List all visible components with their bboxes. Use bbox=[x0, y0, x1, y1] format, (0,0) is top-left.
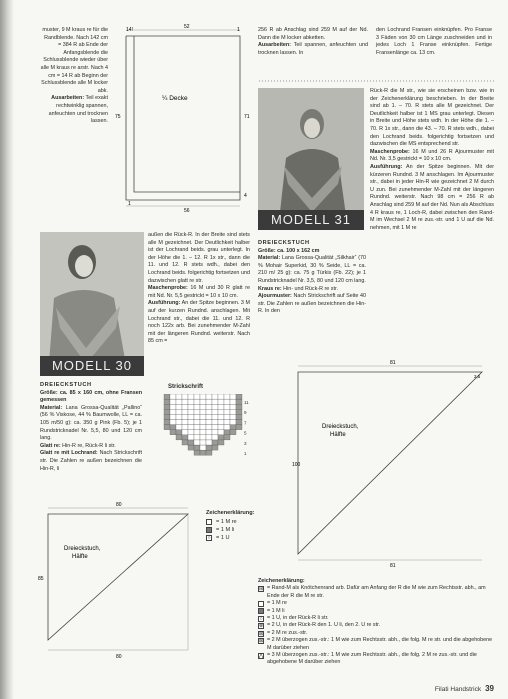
chart-cell bbox=[236, 420, 242, 425]
chart-cell bbox=[212, 445, 218, 450]
chart-cell bbox=[218, 430, 224, 435]
d31-label-1: Dreieckstuch, bbox=[322, 424, 359, 430]
chart-cell bbox=[206, 445, 212, 450]
chart-cell bbox=[164, 414, 170, 419]
chart-cell bbox=[224, 425, 230, 430]
m30-groesse-head: Größe: bbox=[40, 389, 58, 396]
chart-cell bbox=[218, 435, 224, 440]
mid-masche: 16 M und 30 R glatt re mit Nd. Nr. 5,5 gestrickt = 10 x 10 cm. bbox=[148, 285, 250, 299]
chart-cell bbox=[176, 430, 182, 435]
column-3-instructions bbox=[258, 27, 368, 57]
chart-cell bbox=[206, 435, 212, 440]
col1-ausarbeitung-text: Teil exakt rechtwinklig spannen, anfeuchten und trocknen lassen. bbox=[48, 95, 108, 125]
chart-cell bbox=[212, 394, 218, 399]
m30-groesse: ca. 85 x 160 cm, ohne Fransen gemessen bbox=[40, 389, 142, 404]
column-4-instructions bbox=[376, 27, 492, 57]
legend-item-m-re: = 1 M re bbox=[206, 518, 255, 526]
chart-cell bbox=[170, 430, 176, 435]
legend-text: = 1 M re bbox=[267, 600, 287, 607]
chart-cell bbox=[176, 404, 182, 409]
chart-cell bbox=[194, 435, 200, 440]
chart-cell bbox=[170, 414, 176, 419]
chart-cell bbox=[176, 414, 182, 419]
modell-31-heading: DREIECKSTUCH bbox=[258, 240, 310, 246]
chart-cell bbox=[194, 445, 200, 450]
stitch-symbol-icon: ○ bbox=[259, 615, 263, 622]
m31-groesse: ca. 100 x 162 cm bbox=[275, 247, 320, 254]
chart-cell bbox=[206, 425, 212, 430]
chart-cell bbox=[200, 430, 206, 435]
row-number-label: 7 bbox=[244, 420, 247, 426]
legend-item-m-li: = 1 M li bbox=[206, 526, 255, 534]
chart-cell bbox=[212, 404, 218, 409]
chart-cell bbox=[176, 394, 182, 399]
modell-31-photo bbox=[258, 88, 364, 230]
chart-cell bbox=[236, 414, 242, 419]
col1-ausarbeitung-head: Ausarbeiten: bbox=[51, 95, 85, 102]
legend-text: = 2 U, in der Rück-R den 1. U li, den 2. U re str. bbox=[267, 622, 381, 629]
stitch-symbol-icon: ⋀ bbox=[259, 652, 264, 659]
chart-cell bbox=[200, 425, 206, 430]
chart-cell bbox=[200, 409, 206, 414]
chart-cell bbox=[182, 430, 188, 435]
decke-top-right: 1 bbox=[237, 27, 240, 33]
chart-cell bbox=[170, 394, 176, 399]
decke-diagram bbox=[112, 22, 258, 212]
chart-cell bbox=[218, 409, 224, 414]
chart-cell bbox=[218, 394, 224, 399]
chart-cell bbox=[218, 420, 224, 425]
chart-cell bbox=[194, 425, 200, 430]
m30-material-head: Material: bbox=[40, 404, 63, 411]
r31-text1: Rück-R die M str., wie sie erscheinen bzw. wie in der Zeichenerklärung beschrieben. In der Breite sind ab 1. – 70. R stets alle M gezeichnet. Der Deutlichkeit halber ist 1 MS grau unterlegt. Diesen in Breite und Höhe stets wdh. In der Höhe die 1. – 70. R 1x str., dann die 43. – 70. R stets wdh., dabei den Lochrand beids. folgerichtig fortsetzen und dazwischen die MS entsprechend str. bbox=[370, 88, 494, 148]
chart-cell bbox=[236, 394, 242, 399]
chart-cell bbox=[188, 435, 194, 440]
yarn-over-icon: ○ bbox=[207, 535, 211, 541]
model-woman-photo-illustration bbox=[258, 88, 364, 230]
row-number-label: 9 bbox=[244, 410, 247, 416]
chart-cell bbox=[188, 399, 194, 404]
chart-cell bbox=[218, 399, 224, 404]
chart-cell bbox=[182, 440, 188, 445]
chart-cell bbox=[188, 425, 194, 430]
chart-cell bbox=[212, 430, 218, 435]
legend-item bbox=[258, 630, 498, 637]
chart-cell bbox=[230, 430, 236, 435]
modell-31-label: MODELL 31 bbox=[258, 210, 364, 230]
chart-cell bbox=[170, 404, 176, 409]
zeichen2-list bbox=[258, 585, 498, 666]
chart-cell bbox=[176, 425, 182, 430]
chart-cell bbox=[170, 409, 176, 414]
model-woman-photo-illustration bbox=[40, 232, 144, 376]
mid-masche-head: Maschenprobe: bbox=[148, 285, 188, 292]
chart-cell bbox=[194, 440, 200, 445]
mid-text1: außen die Rück-R. In der Breite sind stets alle M gezeichnet. Der Deutlichkeit halber ist der Lochrand beids. grau unterlegt. In der Höhe die 1. – 12. R 1x str., dann die 11. und 12. R stets wdh., dabei den Lochrand beids. folgerichtig fortsetzen und dazwischen glatt re str. bbox=[148, 232, 250, 284]
chart-cell bbox=[236, 409, 242, 414]
m30-material: Lana Grossa-Qualität „Pallino“ (56 % Viskose, 44 % Baumwolle, LL = ca. 105 m/50 g): ca. 350 g Pink (Fb. 5); je 1 Rundstricknadel Nr. 5,5, 80 und 120 cm lang. bbox=[40, 404, 142, 442]
col3-text: 256 R ab Anschlag sind 259 M auf der Nd. Dann die M locker abketten. bbox=[258, 27, 368, 41]
chart-cell bbox=[188, 409, 194, 414]
decke-bottom-left: 1 bbox=[128, 201, 131, 207]
chart-cell bbox=[200, 399, 206, 404]
modell-30-photo bbox=[40, 232, 144, 376]
chart-cell bbox=[194, 404, 200, 409]
chart-cell bbox=[188, 445, 194, 450]
chart-cell bbox=[236, 425, 242, 430]
chart-cell bbox=[164, 420, 170, 425]
mid-ausf-head: Ausführung: bbox=[148, 300, 181, 307]
chart-cell bbox=[206, 420, 212, 425]
m31-material-head: Material: bbox=[258, 255, 281, 262]
chart-cell bbox=[218, 425, 224, 430]
chart-cell bbox=[212, 399, 218, 404]
legend-text: = 3 M überzogen zus.-str.: 1 M wie zum Rechtsstr. abh., die folg. 2 M re zus.-str. und die abgehobene M darüber ziehen bbox=[267, 652, 477, 666]
zeichenerklaerung-1 bbox=[206, 510, 255, 542]
r31-ausf: An der Spitze beginnen. Mit der kürzeren Rundnd. 3 M anschlagen. Im Ajourmuster str., dabei in jeder Hin-R wie gezeichnet 2 M durch U zun. Bei zunehmender M-Zahl mit der längeren Rundnd. weiterstr. Nach 98 cm = 256 R ab Anschlag sind 259 M auf der Nd. Nun als Abschluss 4 R kraus re, 1 Loch-R, dabei zwischen den Rand-M im Wechsel 2 M re zus.-str. und 1 U auf die Nd. nehmen, mit 1 M re bbox=[370, 163, 494, 231]
chart-cell bbox=[194, 450, 200, 455]
chart-cell bbox=[218, 404, 224, 409]
stitch-symbol-icon: ⊠ bbox=[259, 630, 264, 637]
page-footer bbox=[435, 684, 494, 693]
chart-cell bbox=[224, 404, 230, 409]
stitch-symbol-icon: ⊗ bbox=[259, 623, 264, 630]
zeichenerklaerung-2 bbox=[258, 578, 498, 667]
legend-item bbox=[258, 585, 498, 600]
chart-cell bbox=[188, 394, 194, 399]
chart-cell bbox=[224, 420, 230, 425]
row-number-label: 3 bbox=[244, 440, 247, 446]
decke-right-mid: 71 bbox=[244, 114, 250, 120]
chart-cell bbox=[188, 430, 194, 435]
m31-ajour-head: Ajourmuster: bbox=[258, 293, 292, 300]
chart-cell bbox=[236, 404, 242, 409]
d30-label-2: Hälfte bbox=[72, 554, 88, 560]
d31-label-2: Hälfte bbox=[330, 432, 346, 438]
modell-31-instructions bbox=[258, 240, 366, 316]
modell-30-continued bbox=[148, 232, 250, 346]
chart-cell bbox=[212, 409, 218, 414]
chart-cell bbox=[170, 425, 176, 430]
decke-top-left: 14! bbox=[126, 27, 133, 33]
chart-cell bbox=[212, 435, 218, 440]
chart-cell bbox=[236, 399, 242, 404]
decke-center-label: ¼ Decke bbox=[162, 95, 188, 102]
chart-cell bbox=[182, 409, 188, 414]
dreieck-31-schematic bbox=[292, 358, 492, 568]
legend-text: = 1 M li bbox=[267, 607, 285, 614]
chart-cell bbox=[212, 420, 218, 425]
decke-left-mid: 75 bbox=[115, 114, 121, 120]
legend-item bbox=[258, 637, 498, 652]
legend-text: = 1 U, in der Rück-R li str. bbox=[267, 615, 329, 622]
legend-text: = Rand-M als Knötchenrand arb. Dafür am Anfang der R die M wie zum Rechtsstr. abh., am Ende der R die M re str. bbox=[267, 585, 486, 599]
zeichen2-title: Zeichenerklärung: bbox=[258, 578, 305, 584]
d31-bottom: 81 bbox=[390, 563, 396, 568]
chart-cell bbox=[230, 394, 236, 399]
chart-cell bbox=[194, 430, 200, 435]
chart-cell bbox=[230, 404, 236, 409]
chart-cell bbox=[200, 450, 206, 455]
chart-cell bbox=[176, 399, 182, 404]
chart-cell bbox=[230, 399, 236, 404]
m30-loch-head: Glatt re mit Lochrand: bbox=[40, 450, 98, 457]
chart-cell bbox=[224, 399, 230, 404]
legend-item bbox=[258, 608, 498, 615]
chart-cell bbox=[206, 404, 212, 409]
chart-cell bbox=[230, 414, 236, 419]
chart-cell bbox=[182, 425, 188, 430]
d31-corner: 2,5 bbox=[474, 374, 481, 379]
d30-bottom: 80 bbox=[116, 654, 122, 660]
chart-cell bbox=[176, 409, 182, 414]
legend-text: = 2 M re zus.-str. bbox=[267, 629, 308, 636]
chart-cell bbox=[182, 435, 188, 440]
chart-cell bbox=[200, 394, 206, 399]
page-binding-shadow bbox=[0, 0, 14, 699]
footer-brand: Filati Handstrick bbox=[434, 686, 482, 693]
chart-cell bbox=[200, 420, 206, 425]
chart-cell bbox=[164, 399, 170, 404]
chart-cell bbox=[206, 394, 212, 399]
r31-ausf-head: Ausführung: bbox=[370, 163, 403, 170]
strickschrift-title: Strickschrift bbox=[168, 384, 204, 390]
chart-cell bbox=[176, 420, 182, 425]
modell-30-instructions bbox=[40, 382, 142, 473]
r31-masche: 16 M und 26 R Ajourmuster mit Nd. Nr. 3,5 gestrickt = 10 x 10 cm. bbox=[370, 148, 494, 163]
chart-cell bbox=[230, 420, 236, 425]
stitch-symbol-icon bbox=[258, 608, 264, 614]
chart-cell bbox=[164, 425, 170, 430]
chart-cell bbox=[224, 435, 230, 440]
page-number: 39 bbox=[485, 684, 494, 693]
chart-cell bbox=[200, 440, 206, 445]
chart-cell bbox=[164, 404, 170, 409]
chart-cell bbox=[230, 409, 236, 414]
legend-item-u: ○ = 1 U bbox=[207, 535, 230, 541]
chart-cell bbox=[212, 414, 218, 419]
col3-ausarbeitung-head: Ausarbeiten: bbox=[258, 42, 291, 49]
chart-cell bbox=[206, 409, 212, 414]
modell-30-heading: DREIECKSTUCH bbox=[40, 382, 92, 388]
decke-bottom-mid: 56 bbox=[184, 208, 190, 212]
dotted-divider bbox=[258, 80, 494, 82]
chart-cell bbox=[224, 394, 230, 399]
chart-cell bbox=[200, 414, 206, 419]
strickschrift-chart bbox=[160, 394, 250, 458]
chart-cell bbox=[194, 409, 200, 414]
chart-cell bbox=[212, 425, 218, 430]
row-number-label: 1 bbox=[244, 451, 247, 456]
m31-kraus-head: Kraus re: bbox=[258, 285, 282, 292]
chart-cell bbox=[164, 409, 170, 414]
row-number-label: 5 bbox=[244, 430, 247, 436]
chart-cell bbox=[194, 394, 200, 399]
chart-cell bbox=[218, 440, 224, 445]
zeichen1-title: Zeichenerklärung: bbox=[206, 510, 255, 516]
chart-cell bbox=[224, 430, 230, 435]
m30-glatt-head: Glatt re: bbox=[40, 442, 61, 449]
chart-cell bbox=[182, 404, 188, 409]
m31-ajour: Nach Strickschrift auf Seite 40 str. Die Zahlen re außen bezeichnen die Hin-R. In den bbox=[258, 293, 366, 315]
chart-cell bbox=[170, 399, 176, 404]
d30-left: 85 bbox=[38, 576, 44, 582]
col3-ausarbeitung-text: Teil spannen, anfeuchten und trocknen lassen. In bbox=[258, 42, 368, 56]
decke-right-small: 4 bbox=[244, 193, 247, 199]
chart-cell bbox=[188, 404, 194, 409]
decke-top-mid: 52 bbox=[184, 24, 190, 30]
column-1-instructions bbox=[40, 27, 108, 126]
chart-cell bbox=[194, 399, 200, 404]
d31-top: 81 bbox=[390, 360, 396, 366]
chart-cell bbox=[230, 425, 236, 430]
chart-cell bbox=[218, 414, 224, 419]
legend-text: = 2 M überzogen zus.-str.: 1 M wie zum Rechtsstr. abh., die folg. M re str. und die abgehobene M darüber ziehen bbox=[267, 637, 493, 651]
chart-cell bbox=[206, 430, 212, 435]
col1-text: muster, 9 M kraus re für die Randblende. Nach 142 cm = 384 R ab Ende der Anfangsblende die Schlussblende wieder über alle M kraus re arstr. Nach 4 cm = 14 R ab Beginn der Schlussblende alle M locker abk. bbox=[40, 27, 108, 94]
m31-kraus: Hin- und Rück-R re str. bbox=[281, 285, 338, 292]
chart-cell bbox=[206, 414, 212, 419]
modell-30-label: MODELL 30 bbox=[40, 356, 144, 376]
chart-cell bbox=[194, 420, 200, 425]
d30-label-1: Dreieckstuch, bbox=[64, 546, 101, 552]
dreieck-30-schematic bbox=[30, 500, 210, 670]
legend-item bbox=[258, 615, 498, 622]
stitch-symbol-icon: ⊠ bbox=[259, 638, 264, 645]
m31-groesse-head: Größe: bbox=[258, 247, 276, 254]
chart-cell bbox=[182, 414, 188, 419]
chart-cell bbox=[206, 450, 212, 455]
chart-cell bbox=[164, 394, 170, 399]
col4-text: den Lochrand Fransen einknüpfen. Pro Franse 3 Fäden von 30 cm Länge zuschneiden und in jedes Loch 1 Franse einknüpfen. Fertige Fransenlänge ca. 13 cm. bbox=[376, 27, 492, 56]
chart-cell bbox=[206, 399, 212, 404]
row-number-label: 11 bbox=[244, 400, 249, 405]
chart-cell bbox=[188, 420, 194, 425]
chart-cell bbox=[176, 435, 182, 440]
chart-cell bbox=[200, 445, 206, 450]
modell-31-continued bbox=[370, 88, 494, 232]
legend-item bbox=[258, 622, 498, 629]
d31-right: 100 bbox=[292, 462, 301, 468]
chart-cell bbox=[206, 440, 212, 445]
mid-ausf: An der Spitze beginnen. 3 M auf der kurzen Rundnd. anschlagen. Mit Lochrand str., dabei die 11. und 12. R noch 122x arb. Bei zunehmender M-Zahl mit der längeren Rundnd. weiterstr. Nach 85 cm = bbox=[148, 300, 250, 345]
chart-cell bbox=[182, 420, 188, 425]
d30-top: 80 bbox=[116, 502, 122, 508]
chart-cell bbox=[170, 420, 176, 425]
chart-cell bbox=[224, 409, 230, 414]
m31-material: Lana Grossa-Qualität „Silkhair“ (70 % Mohair Superkid, 30 % Seide, LL = ca. 210 m/ 25 g): ca. 75 g Türkis (Fb. 22); je 1 Rundstricknadel Nr. 3,5, 80 und 120 cm lang. bbox=[258, 255, 366, 284]
chart-cell bbox=[212, 440, 218, 445]
chart-cell bbox=[200, 404, 206, 409]
stitch-symbol-icon: ⊞ bbox=[259, 586, 264, 593]
chart-cell bbox=[200, 435, 206, 440]
m30-loch: Nach Strickschrift str. Die Zahlen re außen bezeichnen die Hin-R, li bbox=[40, 450, 143, 472]
chart-cell bbox=[182, 394, 188, 399]
stitch-symbol-icon bbox=[258, 601, 264, 607]
legend-item bbox=[258, 652, 498, 667]
chart-cell bbox=[182, 399, 188, 404]
m30-glatt: Hin-R re, Rück-R li str. bbox=[60, 442, 116, 449]
legend-item bbox=[258, 600, 498, 607]
chart-cell bbox=[194, 414, 200, 419]
chart-cell bbox=[188, 440, 194, 445]
chart-cell bbox=[188, 414, 194, 419]
r31-masche-head: Maschenprobe: bbox=[370, 148, 410, 155]
chart-cell bbox=[224, 414, 230, 419]
